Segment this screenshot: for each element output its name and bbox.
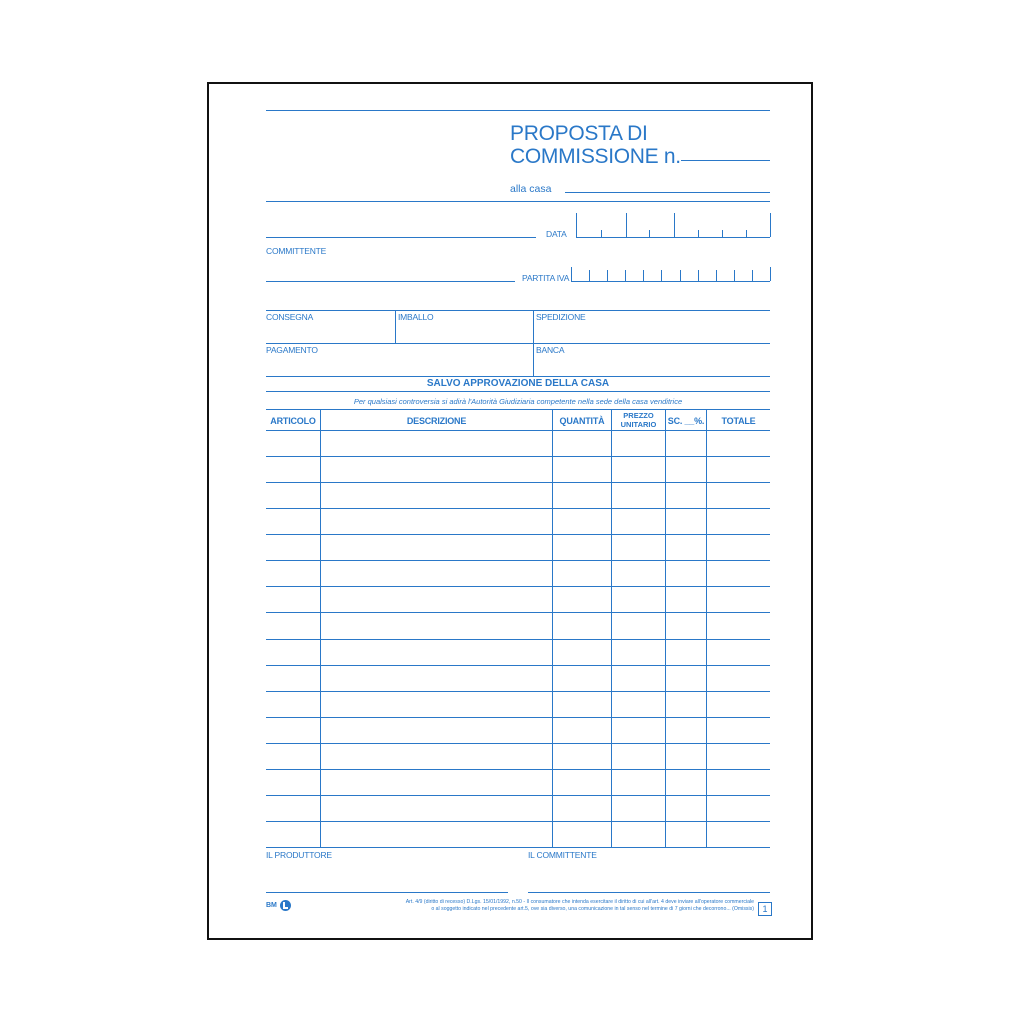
table-row-line (266, 482, 770, 483)
jurisdiction-note: Per qualsiasi controversia si adirà l'Autorità Giudiziaria competente nella sede della casa venditrice (353, 397, 683, 406)
partita-iva-baseline (571, 281, 770, 282)
table-row-line (266, 769, 770, 770)
col-totale: TOTALE (721, 416, 756, 426)
table-row-line (266, 560, 770, 561)
pagamento-label: PAGAMENTO (266, 345, 318, 355)
publisher-logo-icon (280, 900, 291, 911)
committente-signature-label: IL COMMITTENTE (528, 850, 597, 860)
address-line-1[interactable] (266, 201, 770, 202)
consegna-label: CONSEGNA (266, 312, 314, 322)
committente-signature-line[interactable] (528, 892, 770, 893)
table-row-line (266, 456, 770, 457)
partita-iva-tick (770, 267, 771, 281)
partita-iva-tick (661, 270, 662, 281)
top-rule (266, 110, 770, 111)
partita-iva-tick (571, 267, 572, 281)
form-title-line1: PROPOSTA DI (510, 122, 648, 145)
table-row-line (266, 534, 770, 535)
partita-iva-tick (680, 270, 681, 281)
legal-note-line1: Art. 4/9 (diritto di recesso) D.Lgs. 15/01/1992, n.50 - Il consumatore che intenda esercitare il diritto di cui all'art. 4 deve inviare all'operatore commerciale (405, 899, 754, 905)
produttore-signature-line[interactable] (266, 892, 508, 893)
date-box-baseline (576, 237, 770, 238)
table-column-line (320, 409, 321, 847)
payment-rule-bottom (266, 376, 770, 377)
spedizione-label: SPEDIZIONE (536, 312, 586, 322)
table-row-line (266, 665, 770, 666)
consegna-divider (395, 310, 396, 343)
table-column-line (552, 409, 553, 847)
partita-iva-tick (752, 270, 753, 281)
commission-number-line[interactable] (681, 160, 770, 161)
committente-line[interactable] (266, 281, 515, 282)
produttore-label: IL PRODUTTORE (266, 850, 332, 860)
partita-iva-tick (625, 270, 626, 281)
partita-iva-tick (698, 270, 699, 281)
partita-iva-tick (734, 270, 735, 281)
date-box-tick (770, 213, 771, 237)
date-box-tick (576, 213, 577, 237)
table-rule-top (266, 409, 770, 410)
imballo-label: IMBALLO (398, 312, 434, 322)
col-quantita: QUANTITÀ (559, 416, 605, 426)
committente-label: COMMITTENTE (266, 246, 327, 256)
date-box-tick (601, 230, 602, 237)
legal-note-line2: o al soggetto indicato nel precedente art.5, ove sia diverso, una comunicazione in tal senso nel termine di 7 giorni che decorrono... (Omissis) (431, 906, 754, 912)
date-box-tick (722, 230, 723, 237)
shipping-rule-mid (266, 343, 770, 344)
alla-casa-label: alla casa (510, 183, 552, 195)
table-row-line (266, 612, 770, 613)
col-prezzo-unitario-line1: PREZZO (623, 411, 654, 420)
table-column-line (706, 409, 707, 847)
address-line-2[interactable] (266, 237, 536, 238)
date-box-tick (626, 213, 627, 237)
publisher-logo-text: BM (266, 902, 277, 909)
date-box-tick (649, 230, 650, 237)
alla-casa-line[interactable] (565, 192, 770, 193)
shipping-rule-top (266, 310, 770, 311)
partita-iva-label: PARTITA IVA (522, 273, 570, 283)
table-row-line (266, 691, 770, 692)
partita-iva-tick (716, 270, 717, 281)
form-title-line2: COMMISSIONE n. (510, 145, 681, 168)
table-column-line (611, 409, 612, 847)
date-box-tick (746, 230, 747, 237)
col-descrizione: DESCRIZIONE (406, 416, 467, 426)
table-row-line (266, 821, 770, 822)
col-prezzo-unitario-line2: UNITARIO (620, 420, 657, 429)
partita-iva-tick (607, 270, 608, 281)
col-sconto: SC. __%. (667, 416, 705, 426)
data-label: DATA (546, 229, 567, 239)
approval-rule (266, 391, 770, 392)
date-box-tick (674, 213, 675, 237)
table-row-line (266, 743, 770, 744)
table-row-line (266, 847, 770, 848)
banca-label: BANCA (536, 345, 565, 355)
table-row-line (266, 586, 770, 587)
date-box-tick (698, 230, 699, 237)
table-row-line (266, 508, 770, 509)
partita-iva-tick (589, 270, 590, 281)
partita-iva-tick (643, 270, 644, 281)
table-column-line (665, 409, 666, 847)
table-row-line (266, 795, 770, 796)
table-header-rule (266, 430, 770, 431)
col-articolo: ARTICOLO (270, 416, 316, 426)
table-row-line (266, 639, 770, 640)
approval-heading: SALVO APPROVAZIONE DELLA CASA (426, 378, 610, 389)
page-number-box: 1 (758, 902, 772, 916)
table-row-line (266, 717, 770, 718)
